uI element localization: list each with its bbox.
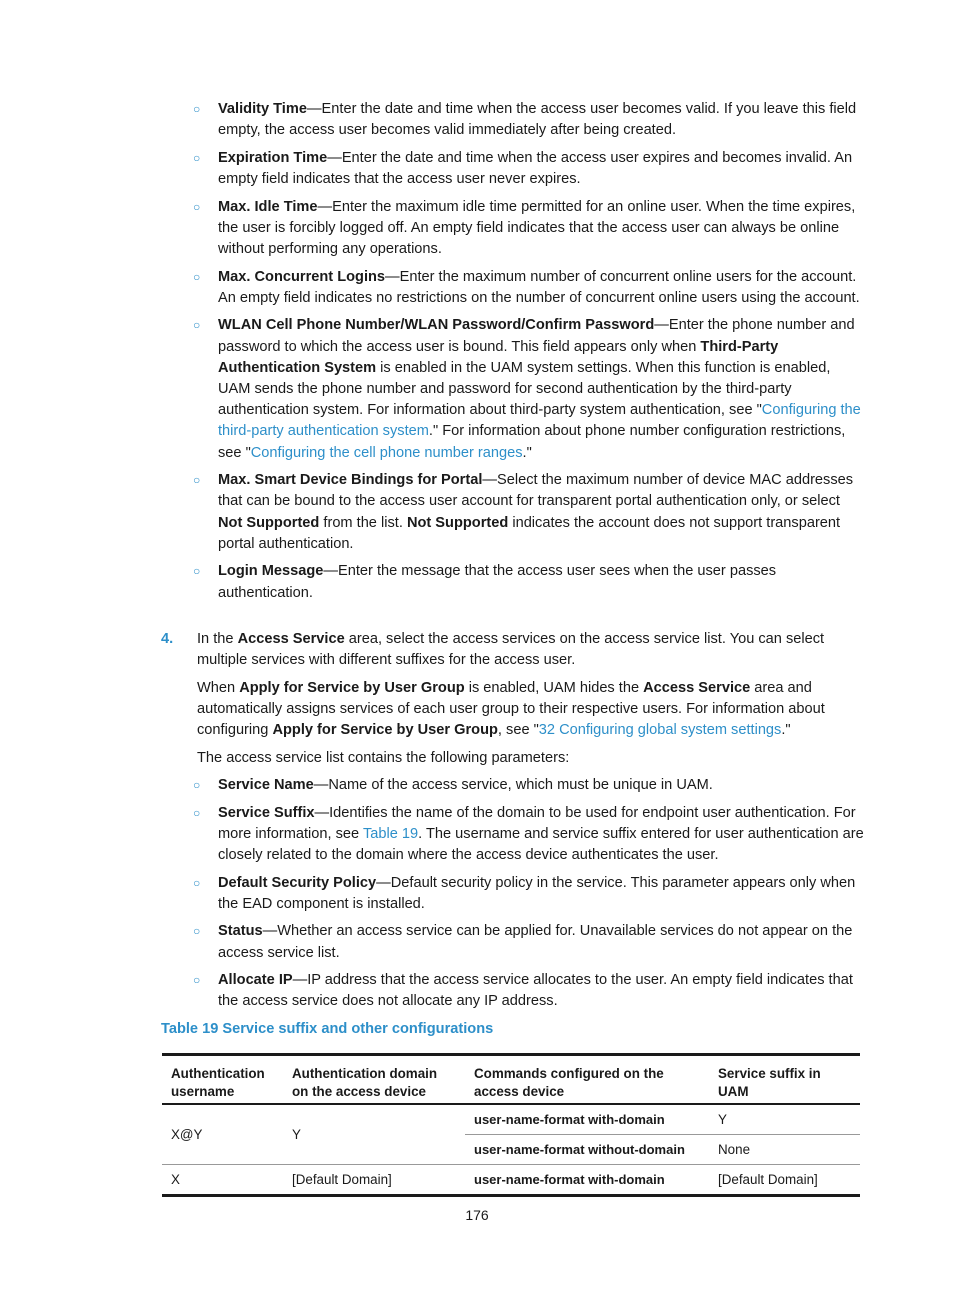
link-table-19[interactable]: Table 19 <box>362 825 419 842</box>
term: Login Message <box>218 563 324 580</box>
term: Max. Concurrent Logins <box>218 268 386 285</box>
table-caption: Table 19 Service suffix and other configurations <box>161 1021 494 1037</box>
list-item-expiration-time <box>193 148 866 190</box>
circle-bullet-icon: ○ <box>193 269 201 284</box>
service-suffix-table <box>162 1053 860 1197</box>
bold-text: Not Supported <box>406 514 509 531</box>
text: When <box>197 679 240 696</box>
cell-username: X <box>171 1172 180 1187</box>
term: Max. Idle Time <box>218 198 318 215</box>
cell-command: user-name-format with-domain <box>465 1104 709 1135</box>
link-cell-phone-ranges[interactable]: Configuring the cell phone number ranges <box>250 444 523 461</box>
bold-text: Third-Party Authentication System <box>218 338 779 376</box>
page-number: 176 <box>465 1207 489 1223</box>
bold-text: Not Supported <box>218 514 320 531</box>
circle-bullet-icon: ○ <box>193 973 201 988</box>
table-row <box>162 1104 860 1135</box>
description: —Enter the message that the access user sees when the user passes authentication. <box>218 563 777 601</box>
description: —Enter the date and time when the access user becomes valid. If you leave this field empty, the access user becomes valid immediately after being created. <box>218 101 857 139</box>
term: Default Security Policy <box>218 874 377 891</box>
text: ." <box>522 444 532 461</box>
circle-bullet-icon: ○ <box>193 199 201 214</box>
step-4 <box>161 629 866 775</box>
step-number: 4. <box>161 631 174 647</box>
term: Validity Time <box>218 101 307 117</box>
list-item-service-suffix <box>193 803 866 867</box>
bold-text: Apply for Service by User Group <box>239 679 465 696</box>
term: Expiration Time <box>218 149 328 166</box>
circle-bullet-icon: ○ <box>193 318 201 333</box>
bold-text: Access Service <box>643 679 751 696</box>
term: Service Suffix <box>218 804 315 821</box>
cell-suffix: None <box>718 1142 751 1157</box>
term: Allocate IP <box>218 972 293 989</box>
description: —Whether an access service can be applied for. Unavailable services do not appear on the access service list. <box>218 923 853 961</box>
text: , see " <box>497 722 539 739</box>
description: —Name of the access service, which must be unique in UAM. <box>313 777 713 793</box>
list-item-validity-time <box>193 99 866 141</box>
paragraph: The access service list contains the following parameters: <box>197 749 570 766</box>
cell-domain: [Default Domain] <box>292 1172 392 1187</box>
description: —Default security policy in the service. This parameter appears only when the EAD component is installed. <box>218 874 856 912</box>
cell-domain: Y <box>292 1127 301 1142</box>
text: —Select the maximum number of device MAC addresses that can be bound to the access user account for transparent portal authentication only, or select <box>218 472 854 510</box>
term: Status <box>218 923 263 940</box>
circle-bullet-icon: ○ <box>193 778 201 792</box>
paragraph <box>197 678 866 742</box>
link-third-party-auth[interactable]: Configuring the third-party authentication system <box>218 402 861 440</box>
text: —Identifies the name of the domain to be used for endpoint user authentication. For more information, see <box>218 804 856 842</box>
term: Service Name <box>218 777 314 793</box>
text: area, select the access services on the access service list. You can select multiple services with different suffixes for the access user. <box>197 631 825 669</box>
text: ." For information about phone number configuration restrictions, see " <box>218 423 846 461</box>
cell-command: user-name-format without-domain <box>474 1142 685 1157</box>
description: —IP address that the access service allocates to the user. An empty field indicates that the access service does not allocate any IP address. <box>218 972 853 1010</box>
list-item-max-idle-time <box>193 197 866 261</box>
term: WLAN Cell Phone Number/WLAN Password/Confirm Password <box>218 317 655 334</box>
text: . The username and service suffix entered for user authentication are closely related to the domain where the access device authenticates the user. <box>218 825 864 863</box>
circle-bullet-icon: ○ <box>193 805 201 820</box>
list-item-service-name <box>193 775 866 796</box>
text: ." <box>781 722 791 739</box>
header-auth-username: Authentication username <box>171 1066 265 1099</box>
access-service-parameter-list <box>0 775 954 1019</box>
list-item-allocate-ip <box>193 970 866 1012</box>
text: indicates the account does not support transparent portal authentication. <box>218 514 841 552</box>
list-item-login-message <box>193 561 866 603</box>
circle-bullet-icon: ○ <box>193 564 201 579</box>
text: —Enter the phone number and password to which the access user is bound. This field appears only when <box>218 317 855 355</box>
description: —Enter the maximum idle time permitted for an online user. When the time expires, the user is forcibly logged off. An empty field indicates that the access user can always be online without performing any operations. <box>218 198 856 257</box>
circle-bullet-icon: ○ <box>193 473 201 488</box>
description: —Enter the maximum number of concurrent online users for the account. An empty field indicates no restrictions on the number of concurrent online users using the account. <box>218 268 860 306</box>
term: Max. Smart Device Bindings for Portal <box>218 472 483 489</box>
header-auth-domain: Authentication domain on the access device <box>292 1066 438 1099</box>
header-service-suffix: Service suffix in UAM <box>718 1066 821 1099</box>
link-global-system-settings[interactable]: 32 Configuring global system settings <box>538 722 782 739</box>
circle-bullet-icon: ○ <box>193 102 201 116</box>
text: is enabled, UAM hides the <box>464 679 644 696</box>
table-row <box>162 1165 860 1196</box>
cell-username: X@Y <box>171 1127 203 1142</box>
table-header-row <box>162 1055 860 1105</box>
text: from the list. <box>319 514 407 531</box>
list-item-status <box>193 921 866 963</box>
field-description-list <box>0 99 954 610</box>
text: is enabled in the UAM system settings. When this function is enabled, UAM sends the phone number and password for second authentication by the third-party authentication system. For information about third-party system authentication, see " <box>218 359 831 419</box>
paragraph <box>197 629 866 671</box>
circle-bullet-icon: ○ <box>193 924 201 939</box>
bold-text: Apply for Service by User Group <box>272 722 498 739</box>
list-item-max-concurrent-logins <box>193 267 866 309</box>
header-commands: Commands configured on the access device <box>474 1066 664 1099</box>
circle-bullet-icon: ○ <box>193 875 201 890</box>
description: —Enter the date and time when the access user expires and becomes invalid. An empty field indicates that the access user never expires. <box>218 149 853 187</box>
text: In the <box>197 631 238 647</box>
list-item-default-security-policy <box>193 873 866 915</box>
bold-text: Access Service <box>237 631 345 647</box>
text: area and automatically assigns services of each user group to their respective users. For information about configuring <box>197 679 825 739</box>
cell-command: user-name-format with-domain <box>474 1172 665 1187</box>
circle-bullet-icon: ○ <box>193 150 201 165</box>
list-item-smart-device-bindings <box>193 470 866 555</box>
cell-suffix: Y <box>709 1104 860 1135</box>
list-item-wlan-cell-phone <box>193 315 866 463</box>
cell-suffix: [Default Domain] <box>718 1172 818 1187</box>
